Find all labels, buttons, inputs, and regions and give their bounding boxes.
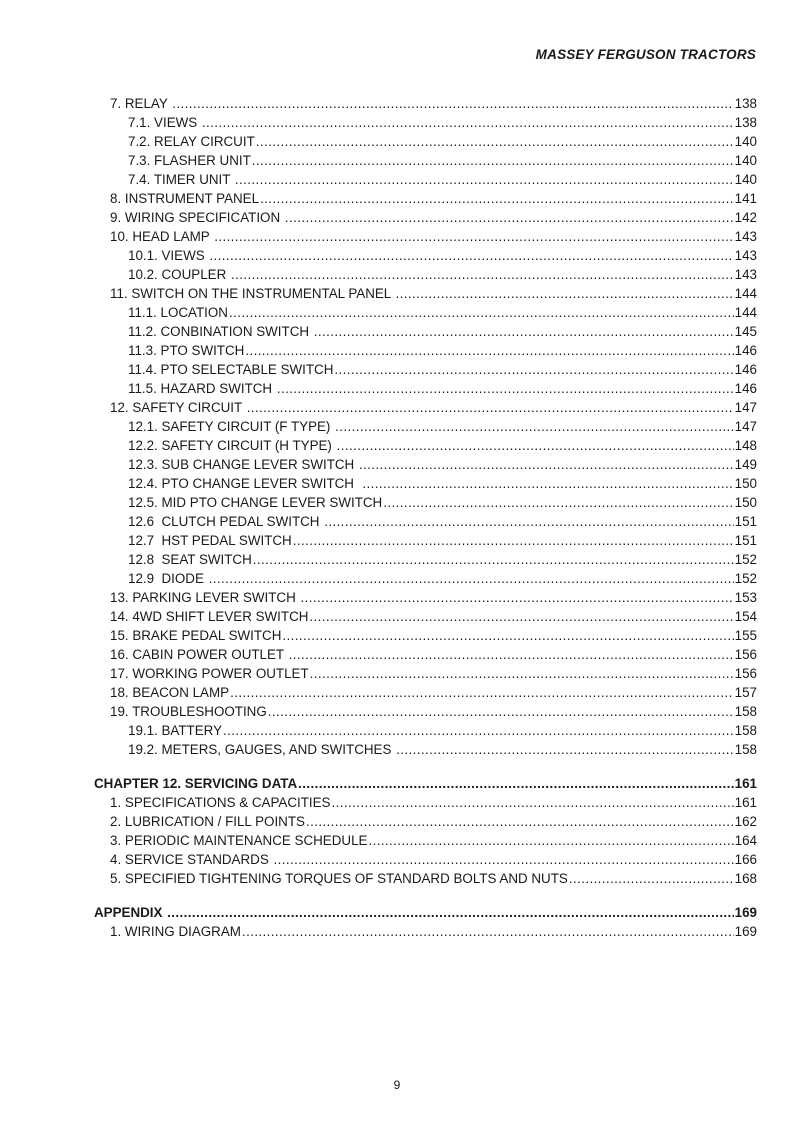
toc-entry-page: 150 <box>734 476 757 491</box>
toc-entry-page: 146 <box>734 362 757 377</box>
dot-leader <box>268 702 734 721</box>
dot-leader <box>260 189 734 208</box>
toc-entry-title: 15. BRAKE PEDAL SWITCH <box>110 628 282 643</box>
toc-entry <box>94 474 757 493</box>
toc-entry-page: 140 <box>734 134 757 149</box>
dot-leader <box>245 341 733 360</box>
toc-entry <box>94 922 757 941</box>
toc-entry-title: 19.2. METERS, GAUGES, AND SWITCHES <box>128 742 396 757</box>
dot-leader <box>167 903 733 922</box>
toc-entry-page: 140 <box>734 172 757 187</box>
toc-entry-page: 155 <box>734 628 757 643</box>
dot-leader <box>273 850 733 869</box>
dot-leader <box>209 569 734 588</box>
toc-entry-title: 11.5. HAZARD SWITCH <box>128 381 276 396</box>
toc-entry-page: 142 <box>734 210 757 225</box>
toc-entry-page: 152 <box>734 552 757 567</box>
toc-entry-title: 1. SPECIFICATIONS & CAPACITIES <box>110 795 331 810</box>
toc-entry-title: 12.9 DIODE <box>128 571 208 586</box>
toc-entry-title: 10.1. VIEWS <box>128 248 209 263</box>
toc-entry <box>94 493 757 512</box>
dot-leader <box>332 793 734 812</box>
dot-leader <box>569 869 734 888</box>
toc-entry-title: 12.7 HST PEDAL SWITCH <box>128 533 292 548</box>
toc-entry-page: 143 <box>734 248 757 263</box>
toc-entry-title: 1. WIRING DIAGRAM <box>110 924 241 939</box>
toc-entry <box>94 436 757 455</box>
toc-entry-title: 12.8 SEAT SWITCH <box>128 552 252 567</box>
toc-entry-page: 144 <box>734 286 757 301</box>
toc-entry-page: 143 <box>734 267 757 282</box>
toc-entry-page: 146 <box>734 343 757 358</box>
dot-leader <box>202 113 734 132</box>
toc-entry <box>94 379 757 398</box>
toc-entry <box>94 265 757 284</box>
toc-entry-title: 11.3. PTO SWITCH <box>128 343 245 358</box>
toc-entry-title: 19.1. BATTERY <box>128 723 223 738</box>
toc-entry-title: 12.2. SAFETY CIRCUIT (H TYPE) <box>128 438 336 453</box>
toc-entry-title: 11.2. CONBINATION SWITCH <box>128 324 313 339</box>
toc-entry <box>94 831 757 850</box>
dot-leader <box>289 645 734 664</box>
toc-entry-page: 144 <box>734 305 757 320</box>
dot-leader <box>293 531 734 550</box>
toc-entry-title: 11.1. LOCATION <box>128 305 228 320</box>
dot-leader <box>368 831 733 850</box>
table-of-contents <box>94 94 757 941</box>
toc-entry-title: 10. HEAD LAMP <box>110 229 214 244</box>
toc-entry-page: 141 <box>734 191 757 206</box>
dot-leader <box>214 227 733 246</box>
dot-leader <box>334 360 733 379</box>
dot-leader <box>298 774 734 793</box>
toc-entry-page: 145 <box>734 324 757 339</box>
toc-entry <box>94 793 757 812</box>
toc-entry-title: 5. SPECIFIED TIGHTENING TORQUES OF STANDARD BOLTS AND NUTS <box>110 871 568 886</box>
toc-entry-page: 158 <box>734 723 757 738</box>
toc-entry <box>94 702 757 721</box>
toc-entry <box>94 550 757 569</box>
toc-entry-page: 156 <box>734 647 757 662</box>
toc-entry <box>94 303 757 322</box>
toc-entry-title: 8. INSTRUMENT PANEL <box>110 191 260 206</box>
toc-entry-title: 17. WORKING POWER OUTLET <box>110 666 309 681</box>
toc-entry <box>94 113 757 132</box>
dot-leader <box>301 588 734 607</box>
toc-entry <box>94 360 757 379</box>
toc-entry-title: 2. LUBRICATION / FILL POINTS <box>110 814 305 829</box>
toc-entry-title: APPENDIX <box>94 905 167 920</box>
dot-leader <box>277 379 734 398</box>
toc-entry-page: 147 <box>734 419 757 434</box>
toc-entry <box>94 398 757 417</box>
toc-entry-title: 7.4. TIMER UNIT <box>128 172 234 187</box>
toc-entry <box>94 417 757 436</box>
dot-leader <box>383 493 733 512</box>
toc-entry <box>94 569 757 588</box>
dot-leader <box>256 132 734 151</box>
dot-leader <box>362 474 733 493</box>
toc-entry-page: 146 <box>734 381 757 396</box>
toc-entry-page: 157 <box>734 685 757 700</box>
toc-entry-title: 12.4. PTO CHANGE LEVER SWITCH <box>128 476 362 491</box>
toc-entry-page: 162 <box>734 814 757 829</box>
dot-leader <box>172 94 733 113</box>
toc-entry-page: 151 <box>734 514 757 529</box>
toc-entry-title: 12.5. MID PTO CHANGE LEVER SWITCH <box>128 495 383 510</box>
toc-entry-page: 158 <box>734 704 757 719</box>
toc-entry <box>94 774 757 793</box>
toc-entry-title: 12.3. SUB CHANGE LEVER SWITCH <box>128 457 358 472</box>
toc-entry <box>94 151 757 170</box>
dot-leader <box>223 721 734 740</box>
toc-entry-page: 153 <box>734 590 757 605</box>
dot-leader <box>310 664 734 683</box>
toc-entry <box>94 189 757 208</box>
toc-entry-title: 18. BEACON LAMP <box>110 685 230 700</box>
toc-entry-title: 11. SWITCH ON THE INSTRUMENTAL PANEL <box>110 286 395 301</box>
toc-entry-page: 158 <box>734 742 757 757</box>
toc-entry <box>94 850 757 869</box>
toc-entry-title: 14. 4WD SHIFT LEVER SWITCH <box>110 609 309 624</box>
toc-entry <box>94 607 757 626</box>
dot-leader <box>229 303 734 322</box>
toc-entry-page: 161 <box>734 795 757 810</box>
page-number: 9 <box>393 1078 401 1092</box>
toc-entry-page: 150 <box>734 495 757 510</box>
toc-entry <box>94 531 757 550</box>
dot-leader <box>252 151 734 170</box>
toc-entry <box>94 132 757 151</box>
dot-leader <box>395 284 733 303</box>
toc-entry-title: 7. RELAY <box>110 96 172 111</box>
toc-entry-title: 9. WIRING SPECIFICATION <box>110 210 284 225</box>
dot-leader <box>309 607 733 626</box>
toc-entry-title: 19. TROUBLESHOOTING <box>110 704 267 719</box>
toc-entry-page: 138 <box>734 115 757 130</box>
toc-entry-page: 161 <box>734 776 757 791</box>
toc-entry <box>94 721 757 740</box>
toc-entry-page: 140 <box>734 153 757 168</box>
dot-leader <box>359 455 734 474</box>
toc-entry <box>94 322 757 341</box>
toc-entry-page: 169 <box>734 924 757 939</box>
toc-entry-page: 138 <box>734 96 757 111</box>
toc-entry-title: 7.2. RELAY CIRCUIT <box>128 134 255 149</box>
toc-entry <box>94 626 757 645</box>
toc-entry <box>94 903 757 922</box>
toc-entry <box>94 869 757 888</box>
dot-leader <box>242 922 734 941</box>
dot-leader <box>282 626 733 645</box>
toc-entry <box>94 683 757 702</box>
dot-leader <box>306 812 734 831</box>
running-header: MASSEY FERGUSON TRACTORS <box>535 47 756 62</box>
toc-entry-page: 169 <box>734 905 757 920</box>
toc-entry-title: 4. SERVICE STANDARDS <box>110 852 273 867</box>
toc-entry-title: 7.1. VIEWS <box>128 115 201 130</box>
toc-entry <box>94 740 757 759</box>
toc-entry-page: 152 <box>734 571 757 586</box>
toc-entry <box>94 512 757 531</box>
toc-entry-page: 151 <box>734 533 757 548</box>
toc-entry-page: 148 <box>734 438 757 453</box>
toc-entry-page: 154 <box>734 609 757 624</box>
toc-entry <box>94 645 757 664</box>
toc-entry <box>94 455 757 474</box>
dot-leader <box>253 550 734 569</box>
toc-entry-title: 16. CABIN POWER OUTLET <box>110 647 288 662</box>
toc-entry-page: 156 <box>734 666 757 681</box>
dot-leader <box>335 417 734 436</box>
toc-entry-title: 13. PARKING LEVER SWITCH <box>110 590 300 605</box>
toc-entry-page: 143 <box>734 229 757 244</box>
dot-leader <box>235 170 734 189</box>
toc-entry-title: CHAPTER 12. SERVICING DATA <box>94 776 298 791</box>
toc-entry <box>94 812 757 831</box>
dot-leader <box>230 683 734 702</box>
toc-entry <box>94 208 757 227</box>
dot-leader <box>209 246 733 265</box>
dot-leader <box>314 322 734 341</box>
dot-leader <box>396 740 734 759</box>
toc-entry-title: 10.2. COUPLER <box>128 267 230 282</box>
toc-entry <box>94 227 757 246</box>
toc-entry-page: 168 <box>734 871 757 886</box>
toc-entry-page: 164 <box>734 833 757 848</box>
toc-entry <box>94 170 757 189</box>
dot-leader <box>324 512 733 531</box>
toc-entry <box>94 588 757 607</box>
toc-entry <box>94 664 757 683</box>
dot-leader <box>247 398 734 417</box>
toc-entry-page: 149 <box>734 457 757 472</box>
toc-entry <box>94 341 757 360</box>
dot-leader <box>285 208 734 227</box>
toc-entry-page: 166 <box>734 852 757 867</box>
toc-entry-title: 12.6 CLUTCH PEDAL SWITCH <box>128 514 324 529</box>
toc-entry-title: 7.3. FLASHER UNIT <box>128 153 251 168</box>
toc-entry <box>94 284 757 303</box>
toc-entry-title: 12. SAFETY CIRCUIT <box>110 400 246 415</box>
toc-entry-title: 11.4. PTO SELECTABLE SWITCH <box>128 362 334 377</box>
toc-entry <box>94 246 757 265</box>
toc-entry <box>94 94 757 113</box>
dot-leader <box>337 436 734 455</box>
dot-leader <box>231 265 734 284</box>
toc-entry-title: 12.1. SAFETY CIRCUIT (F TYPE) <box>128 419 335 434</box>
toc-entry-title: 3. PERIODIC MAINTENANCE SCHEDULE <box>110 833 368 848</box>
toc-entry-page: 147 <box>734 400 757 415</box>
